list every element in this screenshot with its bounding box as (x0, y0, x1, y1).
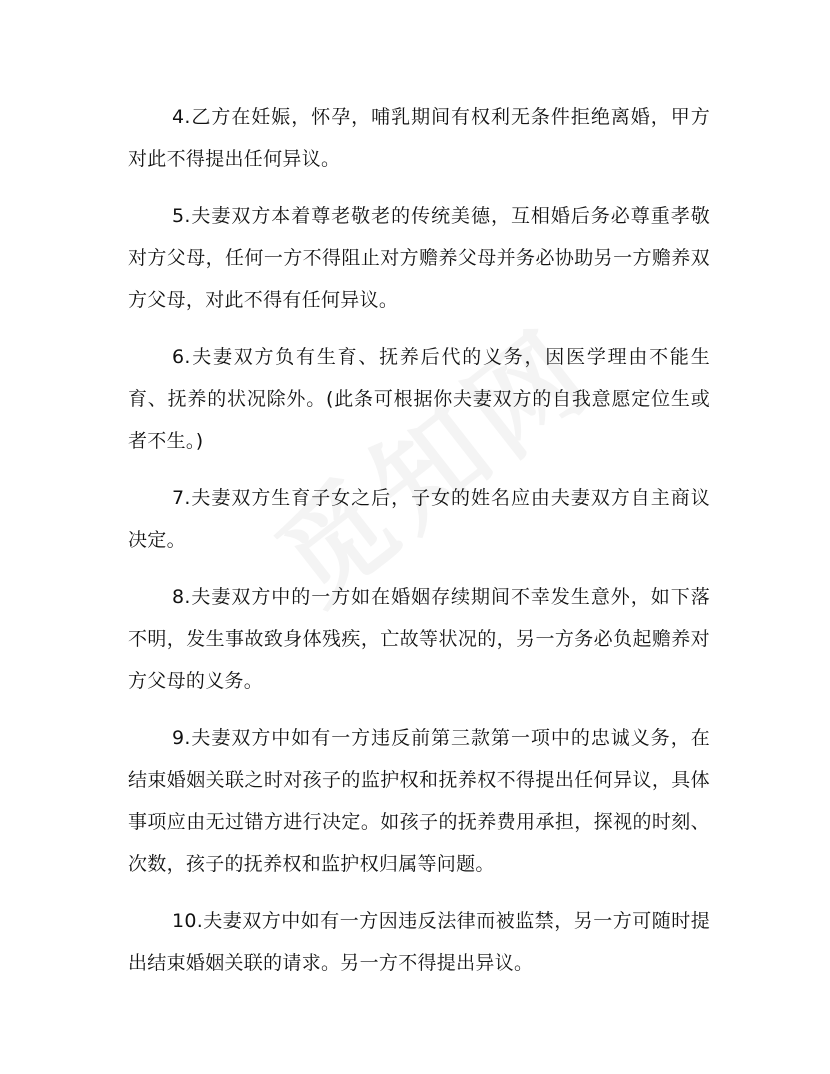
paragraph-clause-10: 10.夫妻双方中如有一方因违反法律而被监禁，另一方可随时提出结束婚姻关联的请求。另一方不得提出异议。 (128, 910, 710, 974)
paragraph-clause-9: 9.夫妻双方中如有一方违反前第三款第一项中的忠诚义务，在结束婚姻关联之时对孩子的监护权和抚养权不得提出任何异议，具体事项应由无过错方进行决定。如孩子的抚养费用承担，探视的时刻、次数，孩子的抚养权和监护权归属等问题。 (128, 727, 710, 875)
paragraph-clause-7: 7.夫妻双方生育子女之后，子女的姓名应由夫妻双方自主商议决定。 (128, 487, 710, 551)
paragraph-clause-6: 6.夫妻双方负有生育、抚养后代的义务，因医学理由不能生育、抚养的状况除外。(此条可根据你夫妻双方的自我意愿定位生或者不生。) (128, 346, 710, 452)
document-body (128, 96, 710, 999)
paragraph-clause-8: 8.夫妻双方中的一方如在婚姻存续期间不幸发生意外，如下落不明，发生事故致身体残疾，亡故等状况的，另一方务必负起赡养对方父母的义务。 (128, 586, 710, 692)
paragraph-clause-4: 4.乙方在妊娠，怀孕，哺乳期间有权利无条件拒绝离婚，甲方对此不得提出任何异议。 (128, 106, 710, 170)
paragraph-clause-5: 5.夫妻双方本着尊老敬老的传统美德，互相婚后务必尊重孝敬对方父母，任何一方不得阻止对方赡养父母并务必协助另一方赡养双方父母，对此不得有任何异议。 (128, 205, 710, 311)
